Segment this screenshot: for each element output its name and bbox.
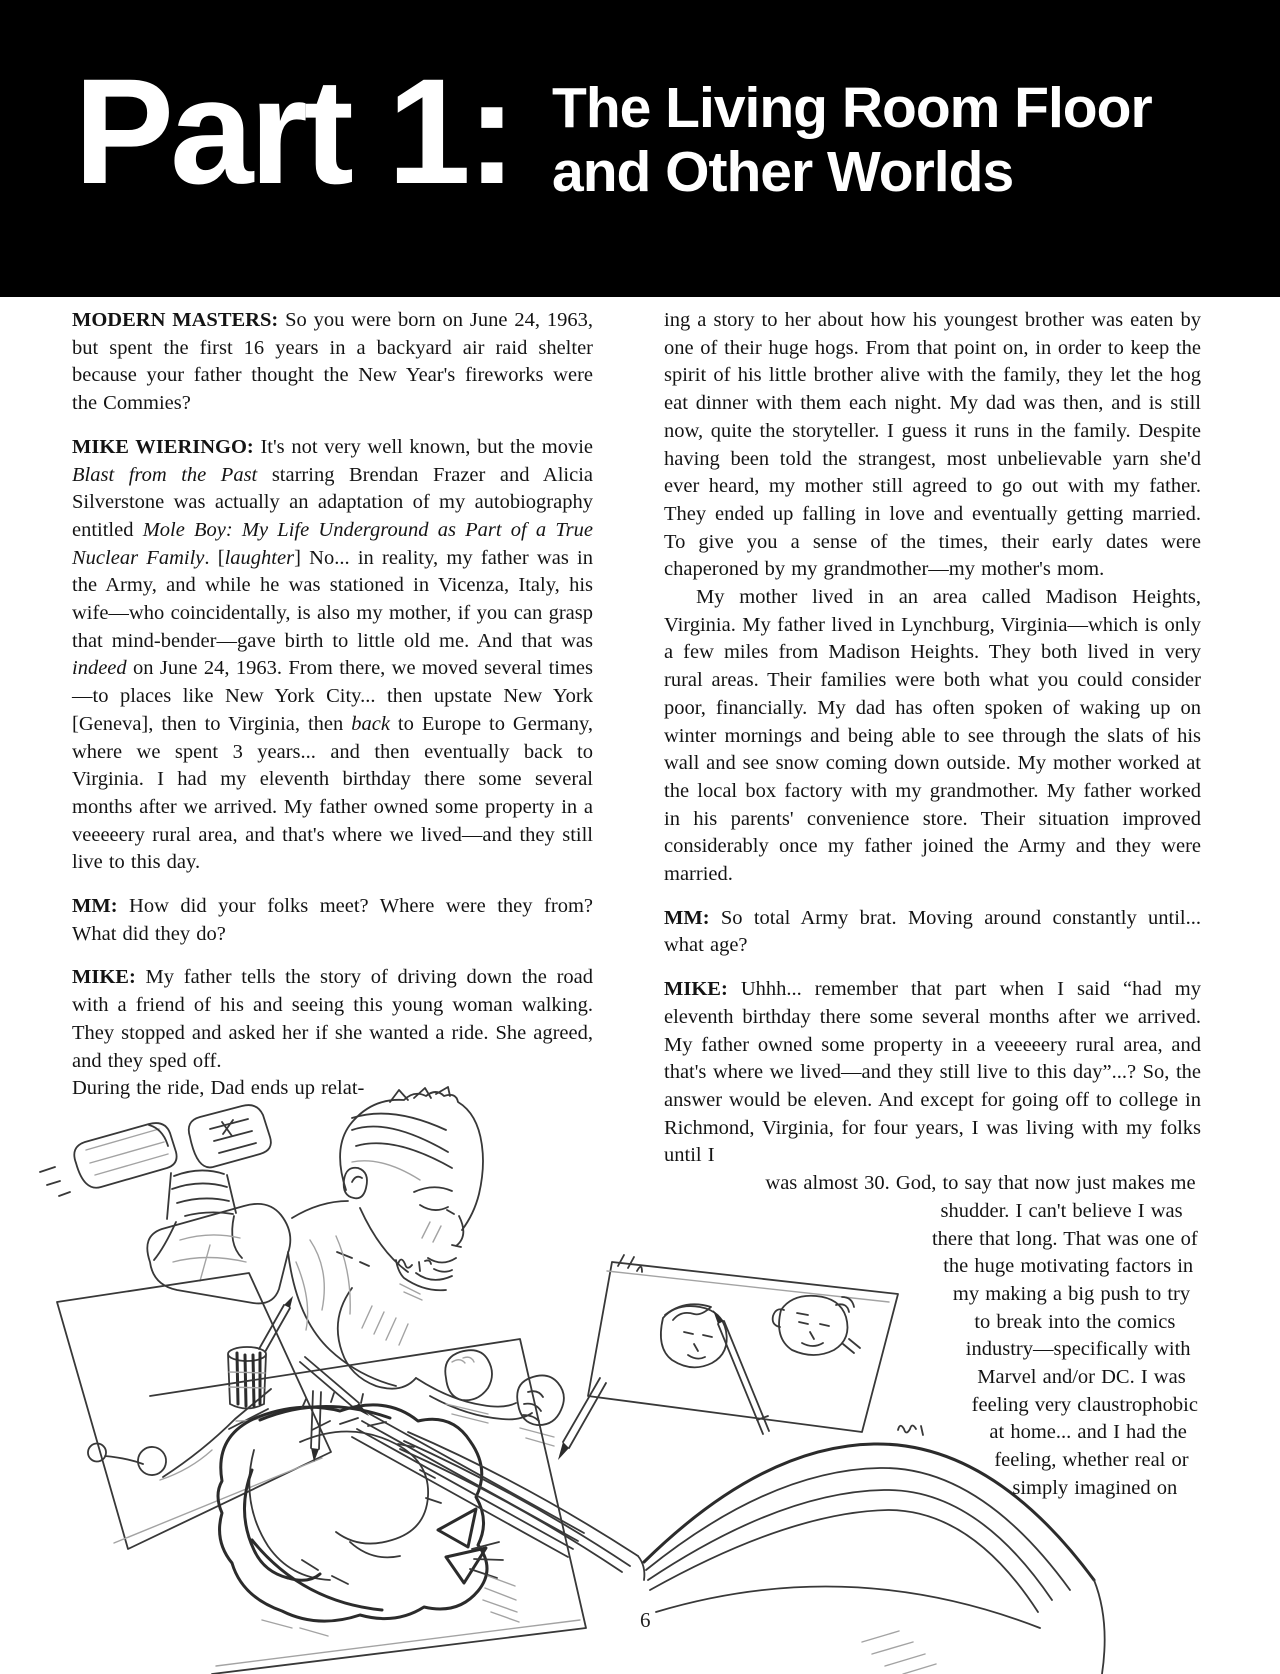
interview-text: My father tells the story of driving down the road with a friend of his and seeing this young woman walking. They stopped and asked her if she wanted a ride. She agreed, and they sped off. (72, 966, 593, 1072)
floor-marks-sketch (40, 1167, 431, 1271)
interview-paragraph (72, 307, 593, 418)
interview-text: So you were born on June 24, 1963, but spent the first 16 years in a backyard air raid shelter because your father thought the New Year's fireworks were the Commies? (72, 309, 593, 415)
loose-pencils-sketch (300, 1357, 369, 1462)
interview-paragraph (664, 307, 1201, 584)
interview-text: My mother lived in an area called Madison Heights, Virginia. My father lived in Lynchburg, Virginia—which is only a few miles from Madison Heights. They both lived in very rural areas. Their families were both what you could consider poor, financially. My dad has often spoken of waking up on winter mornings and being able to see through the slats of his wall and see snow coming down outside. My mother worked at the local box factory with my grandmother. My father worked in his parents' convenience store. Their situation improved considerably once my father joined the Army and they were married. (664, 586, 1201, 886)
boy-figure-sketch (74, 1087, 606, 1460)
interview-text: on June 24, 1963. From there, we moved several times—to places like New York City... then upstate New York [Geneva], then to Virginia, then (72, 657, 593, 735)
chapter-title-line-2: and Other Worlds (552, 140, 1014, 204)
cat-paper-sketch (150, 1339, 586, 1674)
chapter-header (0, 0, 1280, 297)
interview-text: How did your folks meet? Where were they from? What did they do? (72, 895, 593, 945)
chapter-title-line-1: The Living Room Floor (552, 76, 1152, 140)
interview-paragraph (72, 964, 593, 1103)
speaker-label: MM: (664, 906, 710, 929)
interview-text: back (351, 712, 390, 735)
sleeping-cat-sketch (218, 1393, 519, 1636)
pencil-cup-sketch (228, 1296, 293, 1409)
interview-paragraph (72, 434, 593, 877)
interview-paragraph (664, 905, 1201, 960)
interview-paragraph (664, 976, 1201, 1170)
interview-text: Mole Boy: My Life Underground as Part of a True Nuclear Family (72, 518, 593, 569)
interview-text: Uhhh... remember that part when I said “had my eleventh birthday there some several months after we arrived. My father owned some property in a veeeeery rural area, and that's where we lived—and they still live to this day”...? So, the answer would be eleven. And except for going off to college in Richmond, Virginia, for four years, I was living with my folks until I (664, 978, 1201, 1167)
interview-text: starring Brendan Frazer and Alicia Silverstone was actually an adaptation of my autobiography entitled (72, 463, 593, 541)
speaker-label: MIKE: (72, 966, 136, 989)
interview-paragraph (664, 584, 1201, 889)
interview-text: laughter (224, 546, 295, 569)
interview-text: During the ride, Dad ends up relat- (72, 1077, 365, 1100)
interview-paragraph (72, 893, 593, 948)
interview-text: ing a story to her about how his youngest brother was eaten by one of their huge hogs. From that point on, in order to keep the spirit of his little brother alive with the family, they let the hog eat dinner with them each night. My dad was then, and is still now, quite the storyteller. I guess it runs in the family. Despite having been told the strangest, most unbelievable yarn she'd ever heard, my mother still agreed to go out with my father. They ended up falling in love and eventually getting married. To give you a sense of the times, their early dates were chaperoned by my grandmother—my mother's mom. (664, 309, 1201, 581)
interview-text: to Europe to Germany, where we spent 3 years... and then eventually back to Virginia. I had my eleventh birthday there some several months after we arrived. My father owned some property in a veeeeery rural area, and that's where we lived—and they still live to this day. (72, 712, 593, 874)
chapter-part-label: Part 1: (74, 47, 513, 215)
interview-text: . [ (204, 546, 225, 569)
interview-text: It's not very well known, but the movie (253, 435, 593, 458)
chapter-title (552, 76, 1152, 204)
speaker-label: MIKE WIERINGO: (72, 435, 254, 458)
drawing-board-edge-sketch (352, 1413, 584, 1557)
interview-text: So total Army brat. Moving around constantly until... what age? (664, 906, 1201, 957)
paper-superhero-sketch (57, 1273, 331, 1549)
interview-paragraph (664, 1170, 1201, 1502)
speaker-label: MM: (72, 895, 118, 918)
speaker-label: MODERN MASTERS: (72, 309, 279, 331)
interview-text: indeed (72, 657, 127, 680)
speaker-label: MIKE: (664, 978, 728, 1001)
interview-text: Blast from the Past (72, 463, 258, 486)
right-text-column (664, 307, 1201, 1600)
left-text-column (72, 307, 593, 1103)
interview-text: was almost 30. God, to say that now just makes me shudder. I can't believe I was there that long. That was one of the huge motivating factors in my making a big push to try to break into the comics industry—specifically with Marvel and/or DC. I was feeling very claustrophobic at home... and I had the feeling, whether real or simply imagined on (765, 1172, 1198, 1499)
page-number: 6 (640, 1608, 651, 1632)
interview-text: ] No... in reality, my father was in the Army, and while he was stationed in Vicenza, Italy, his wife—who coincidentally, is also my mother, if you can grasp that mind-bender—gave birth to little old me. And that was (72, 546, 593, 652)
